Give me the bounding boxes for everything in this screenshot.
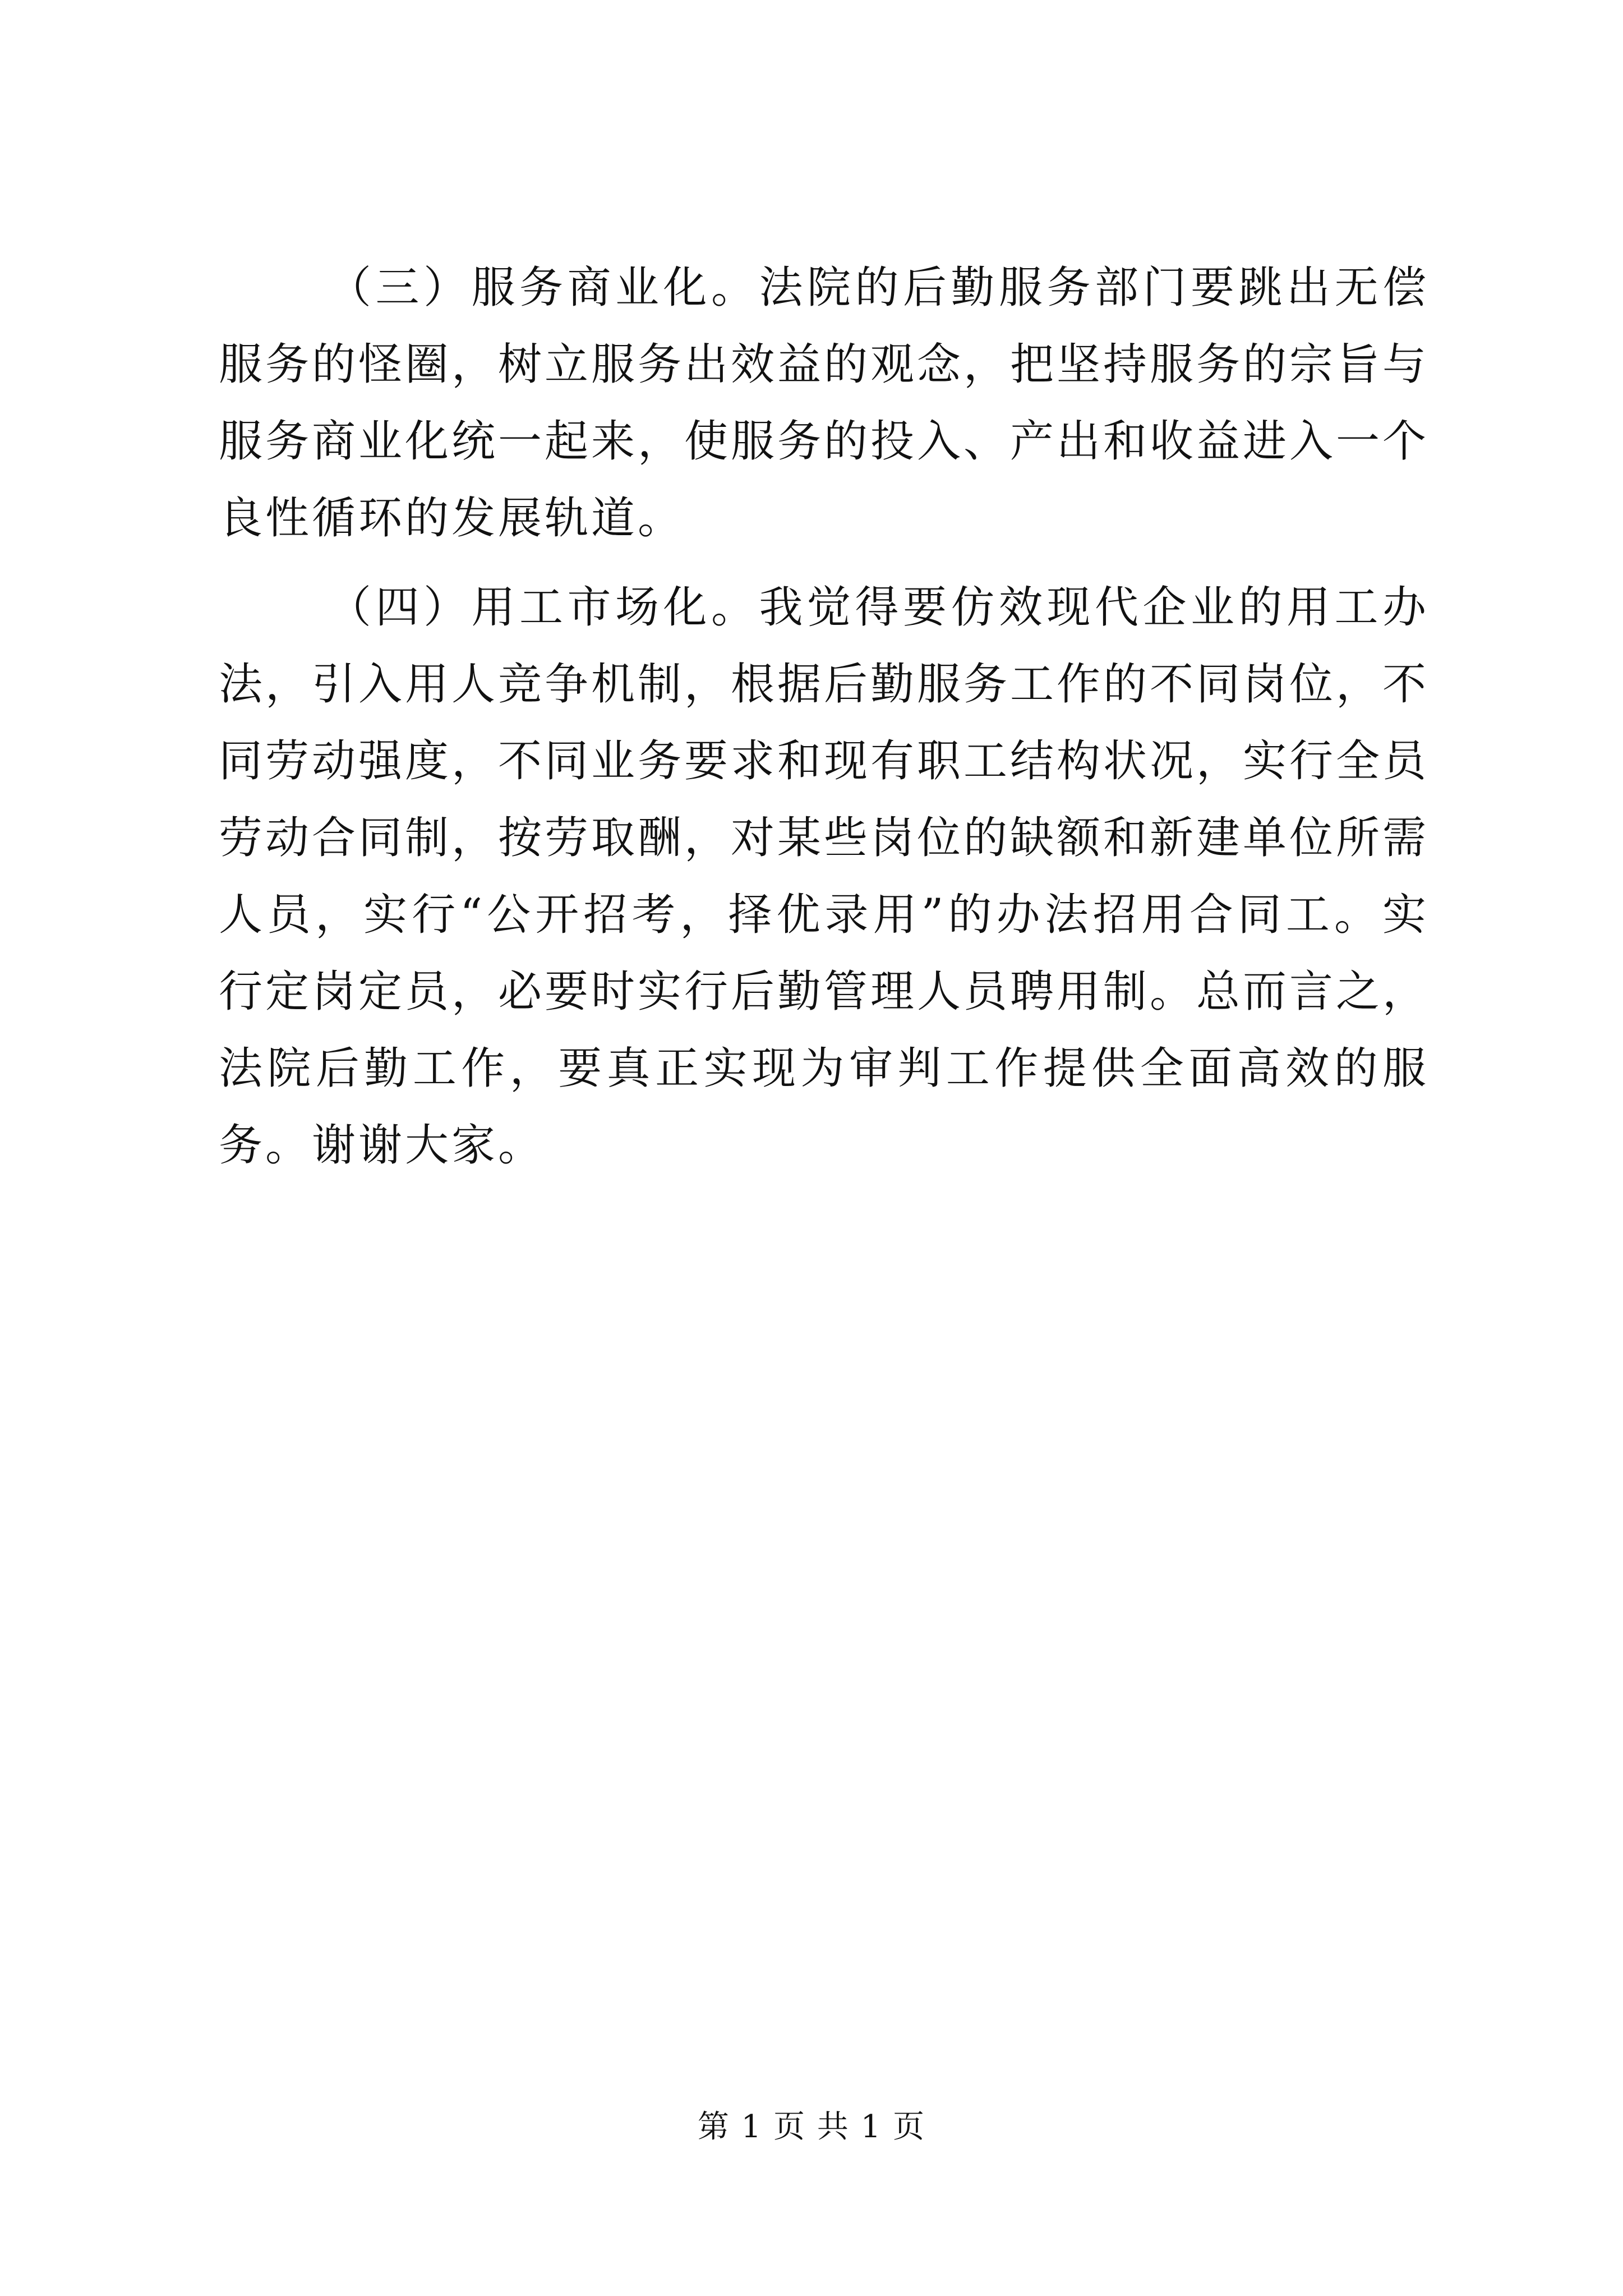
paragraph-service-commercialization: （三）服务商业化。法院的后勤服务部门要跳出无偿服务的怪圈，树立服务出效益的观念，把坚持服务的宗旨与服务商业化统一起来，使服务的投入、产出和收益进入一个良性循环的发展轨道。 (219, 263, 1430, 544)
page-footer: 第 1 页 共 1 页 (697, 2109, 926, 2145)
paragraph-employment-marketization: （四）用工市场化。我觉得要仿效现代企业的用工办法，引入用人竞争机制，根据后勤服务工作的不同岗位，不同劳动强度，不同业务要求和现有职工结构状况，实行全员劳动合同制，按劳取酬，对某些岗位的缺额和新建单位所需人员，实行“公开招考，择优录用”的办法招用合同工。实行定岗定员，必要时实行后勤管理人员聘用制。总而言之，法院后勤工作，要真正实现为审判工作提供全面高效的服务。谢谢大家。 (219, 582, 1430, 1171)
document-body (219, 250, 1429, 1197)
